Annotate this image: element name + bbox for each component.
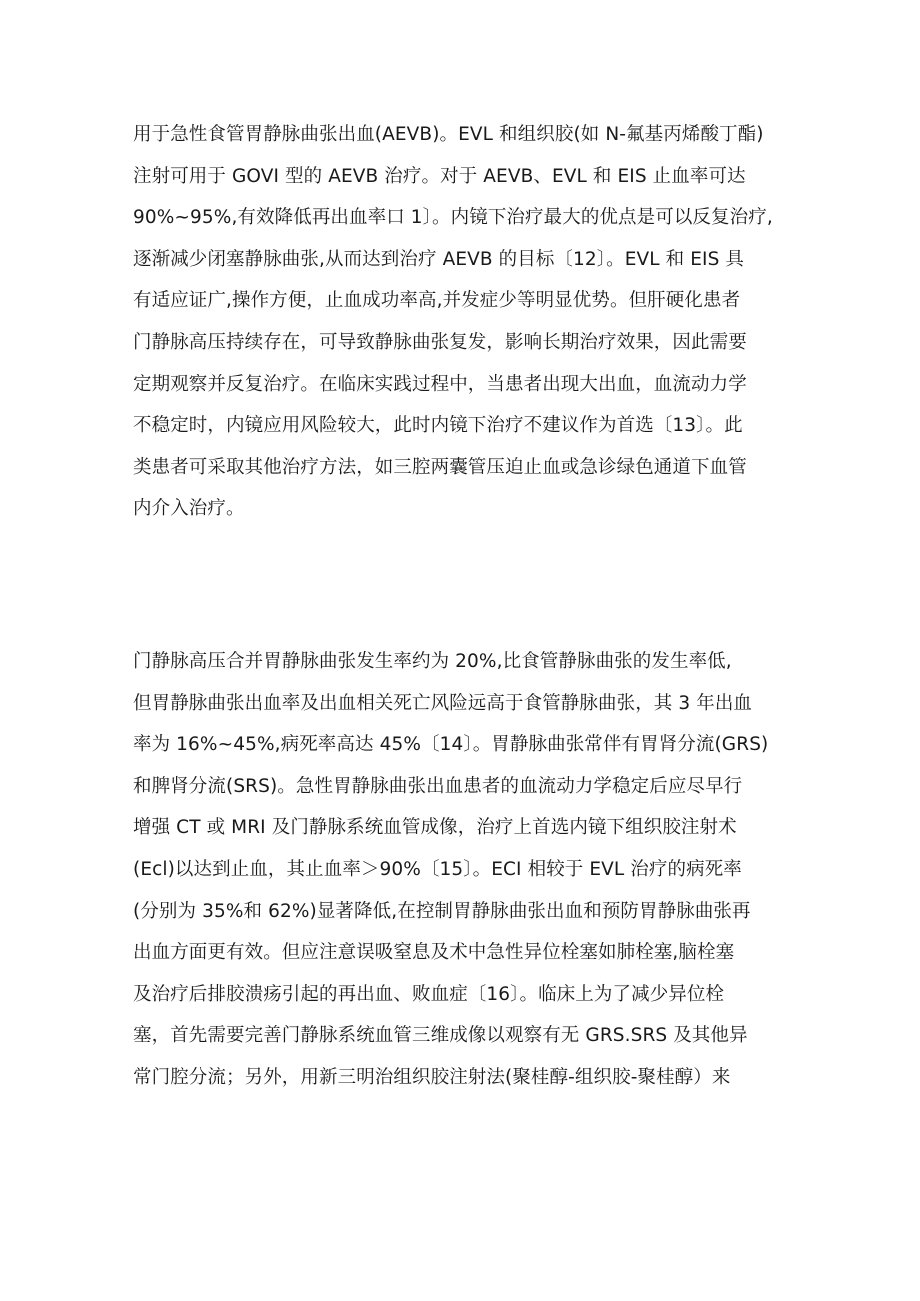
- text-line: 注射可用于 GOVI 型的 AEVB 治疗。对于 AEVB、EVL 和 EIS 止血率可达: [133, 165, 746, 187]
- text-line: (Ecl)以达到止血，其止血率＞90%〔15〕。ECI 相较于 EVL 治疗的病死率: [133, 858, 742, 880]
- text-line: 不稳定时，内镜应用风险较大，此时内镜下治疗不建议作为首选〔13〕。此: [133, 415, 743, 437]
- text-line: 但胃静脉曲张出血率及出血相关死亡风险远高于食管静脉曲张，其 3 年出血: [133, 692, 753, 714]
- text-line: 逐渐减少闭塞静脉曲张,从而达到治疗 AEVB 的目标〔12〕。EVL 和 EIS 具: [133, 248, 745, 270]
- text-line: 门静脉高压持续存在，可导致静脉曲张复发，影响长期治疗效果，因此需要: [133, 331, 747, 353]
- paragraph-gastric-varices: [133, 641, 813, 1099]
- text-line: 内介入治疗。: [133, 498, 245, 520]
- text-line: 有适应证广,操作方便，止血成功率高,并发症少等明显优势。但肝硬化患者: [133, 290, 741, 312]
- text-line: (分别为 35%和 62%)显著降低,在控制胃静脉曲张出血和预防胃静脉曲张再: [133, 900, 751, 922]
- text-line: 常门腔分流；另外，用新三明治组织胶注射法(聚桂醇-组织胶-聚桂醇）来: [133, 1066, 731, 1088]
- text-line: 率为 16%~45%,病死率高达 45%〔14〕。胃静脉曲张常伴有胃肾分流(GRS): [133, 734, 769, 756]
- text-line: 增强 CT 或 MRI 及门静脉系统血管成像，治疗上首选内镜下组织胶注射术: [133, 817, 737, 839]
- text-line: 及治疗后排胶溃疡引起的再出血、败血症〔16〕。临床上为了减少异位栓: [133, 983, 725, 1005]
- text-line: 用于急性食管胃静脉曲张出血(AEVB)。EVL 和组织胶(如 N-氟基丙烯酸丁酯): [133, 124, 764, 145]
- text-line: 出血方面更有效。但应注意误吸窒息及术中急性异位栓塞如肺栓塞,脑栓塞: [133, 942, 735, 964]
- text-line: 塞，首先需要完善门静脉系统血管三维成像以观察有无 GRS.SRS 及其他异: [133, 1025, 748, 1047]
- text-line: 定期观察并反复治疗。在临床实践过程中，当患者出现大出血，血流动力学: [133, 373, 747, 395]
- text-line: 和脾肾分流(SRS)。急性胃静脉曲张出血患者的血流动力学稳定后应尽早行: [133, 775, 743, 797]
- text-line: 90%~95%,有效降低再出血率口 1〕。内镜下治疗最大的优点是可以反复治疗,: [133, 207, 773, 229]
- text-line: 门静脉高压合并胃静脉曲张发生率约为 20%,比食管静脉曲张的发生率低,: [133, 651, 732, 672]
- text-line: 类患者可采取其他治疗方法，如三腔两囊管压迫止血或急诊绿色通道下血管: [133, 456, 747, 478]
- paragraph-endoscopic-treatment: [133, 114, 813, 530]
